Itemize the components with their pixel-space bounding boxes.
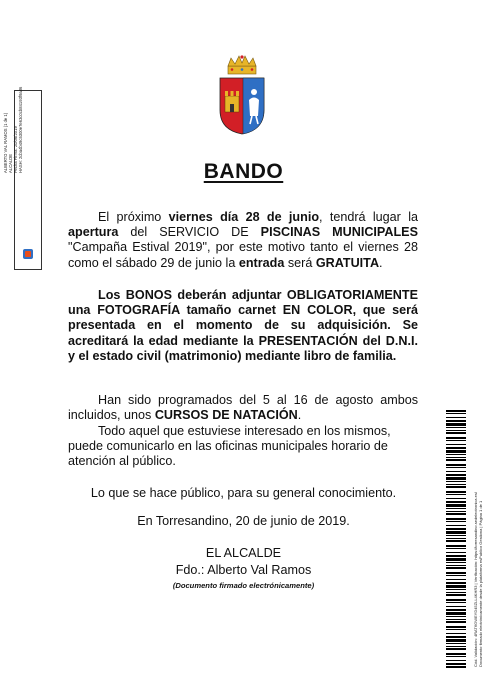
- signature-side-text: [3, 23, 23, 173]
- signature-role: EL ALCALDE: [205, 546, 282, 560]
- signature-side-line: Fecha Firma: 20/06/2019: [13, 126, 18, 173]
- paragraph-bonos: Los BONOS deberán adjuntar OBLIGATORIAMENTE una FOTOGRAFÍA tamaño carnet EN COLOR, que será presentada en el momento de su adquisición. Se acreditará la edad mediante la PRESENTACIÓN del D.N.I. y el estado civil (matrimonio) mediante libro de familia.: [68, 288, 418, 363]
- signature-side-line: HASH: 2cba4b49c5300e7e63c0cb84193f9a86: [18, 86, 23, 173]
- signature-note: (Documento firmado electrónicamente): [172, 581, 315, 590]
- page-title: BANDO: [203, 160, 284, 183]
- paragraph-opening: El próximo viernes día 28 de junio, tendrá lugar la apertura del SERVICIO DE PISCINAS MUNICIPALES "Campaña Estival 2019", por este motivo tanto el viernes 28 como el sábado 29 de junio la entrada será GRATUITA.: [68, 210, 418, 270]
- signature-name: Fdo.: Alberto Val Ramos: [175, 563, 312, 577]
- validation-side-text: [472, 410, 484, 668]
- paragraph-contact: Todo aquel que estuviese interesado en los mismos, puede comunicarlo en las oficinas municipales horario de atención al público.: [68, 424, 391, 469]
- platform-logo-icon: [22, 248, 34, 260]
- coat-of-arms-icon: [216, 54, 268, 136]
- paragraph-closing: Lo que se hace público, para su general conocimiento.: [90, 486, 397, 500]
- paragraph-courses: Han sido programados del 5 al 16 de agosto ambos incluidos, unos CURSOS DE NATACIÓN.: [68, 393, 418, 423]
- signature-side-line: ALCALDE: [8, 153, 13, 173]
- validation-line: Documento firmado electrónicamente desde la plataforma esPublico Gestiona | Página 1 de 1: [478, 500, 483, 667]
- place-date: En Torresandino, 20 de junio de 2019.: [137, 514, 350, 528]
- validation-line: Cód. Validación: 4RAT6GWEYD45ZLL4KHR3 | Verificación: https://torresandino.sedelectronica.es/: [473, 492, 478, 667]
- barcode-icon: [446, 410, 466, 668]
- signature-side-line: ALBERTO VAL RAMOS (1 de 1): [3, 112, 8, 173]
